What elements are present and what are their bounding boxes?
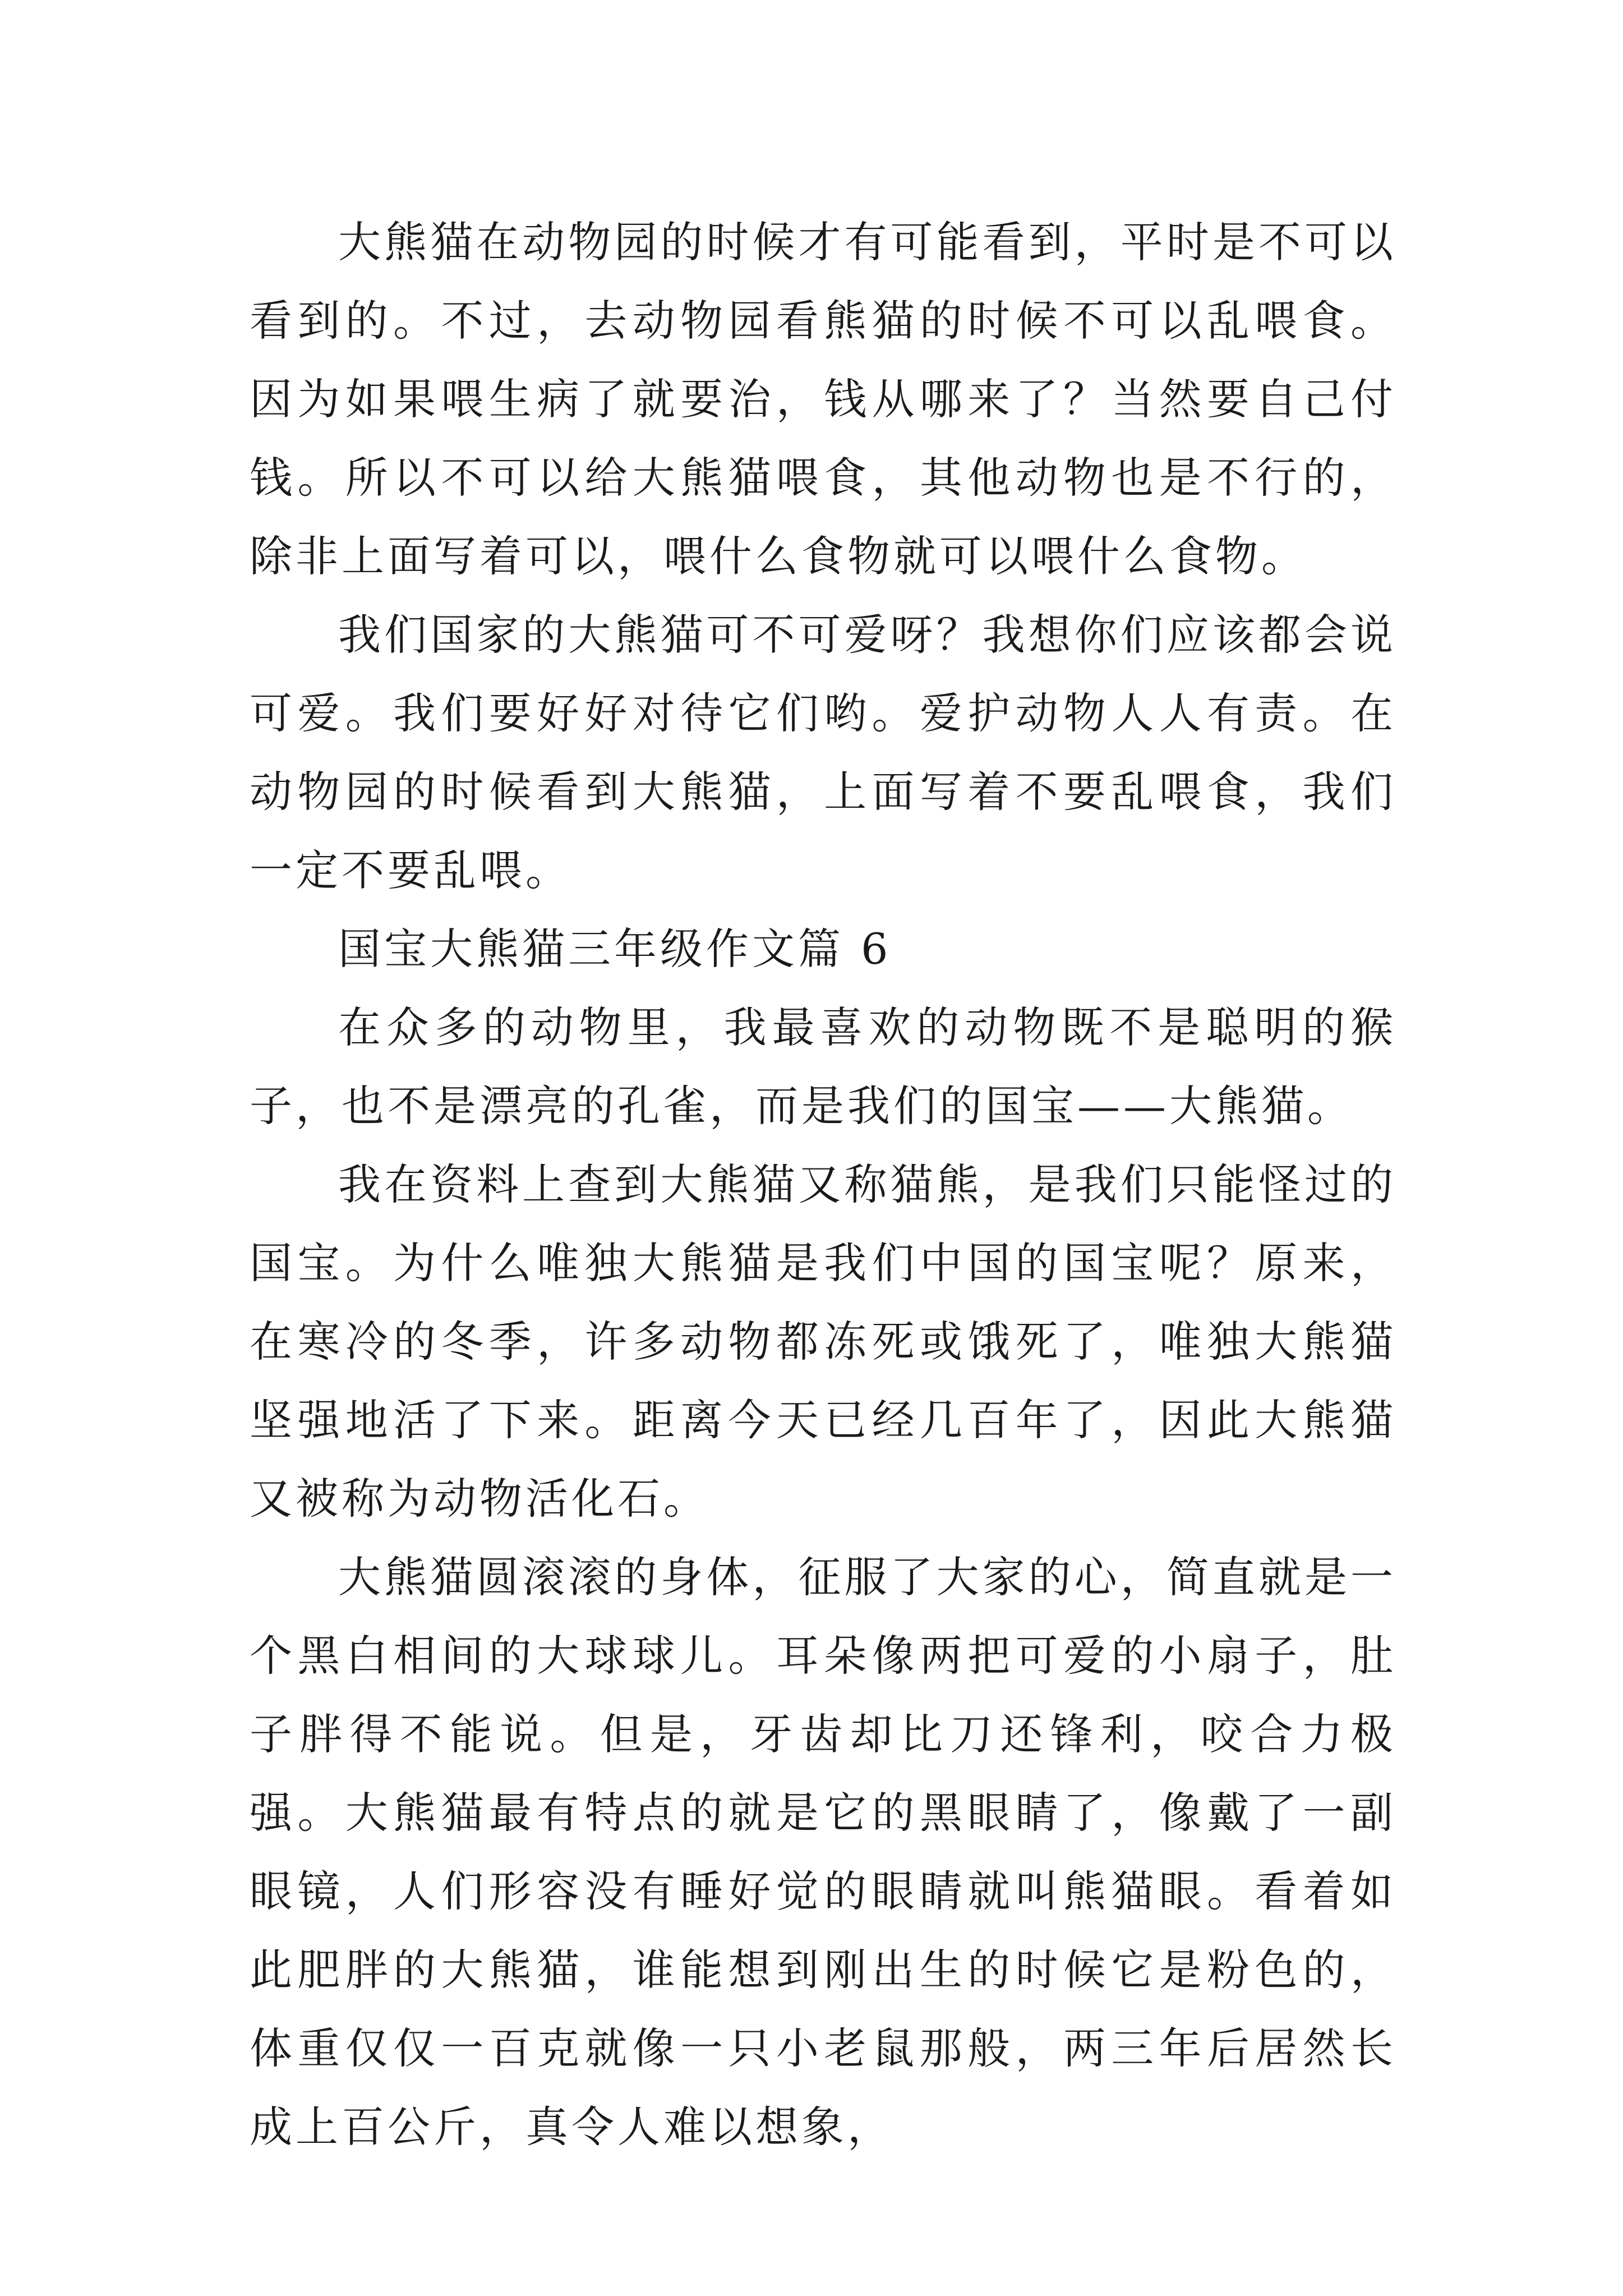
paragraph-zoo-feeding: 大熊猫在动物园的时候才有可能看到，平时是不可以看到的。不过，去动物园看熊猫的时候不可以乱喂食。因为如果喂生病了就要治，钱从哪来了？当然要自己付钱。所以不可以给大熊猫喂食，其他动物也是不行的，除非上面写着可以，喂什么食物就可以喂什么食物。	[250, 217, 1396, 581]
paragraph-cute-panda: 我们国家的大熊猫可不可爱呀？我想你们应该都会说可爱。我们要好好对待它们哟。爱护动物人人有责。在动物园的时候看到大熊猫，上面写着不要乱喂食，我们一定不要乱喂。	[250, 610, 1396, 895]
document-body	[250, 203, 1396, 2166]
paragraph-favorite-animal: 在众多的动物里，我最喜欢的动物既不是聪明的猴子，也不是漂亮的孔雀，而是我们的国宝——大熊猫。	[250, 1002, 1396, 1131]
essay-title: 国宝大熊猫三年级作文篇 6	[338, 924, 892, 974]
paragraph-national-treasure: 我在资料上查到大熊猫又称猫熊，是我们只能怪过的国宝。为什么唯独大熊猫是我们中国的国宝呢？原来，在寒冷的冬季，许多动物都冻死或饿死了，唯独大熊猫坚强地活了下来。距离今天已经几百年了，因此大熊猫又被称为动物活化石。	[250, 1159, 1396, 1524]
paragraph-panda-appearance: 大熊猫圆滚滚的身体，征服了大家的心，简直就是一个黑白相间的大球球儿。耳朵像两把可爱的小扇子，肚子胖得不能说。但是，牙齿却比刀还锋利，咬合力极强。大熊猫最有特点的就是它的黑眼睛了，像戴了一副眼镜，人们形容没有睡好觉的眼睛就叫熊猫眼。看着如此肥胖的大熊猫，谁能想到刚出生的时候它是粉色的，体重仅仅一百克就像一只小老鼠那般，两三年后居然长成上百公斤，真令人难以想象，	[250, 1552, 1396, 2152]
